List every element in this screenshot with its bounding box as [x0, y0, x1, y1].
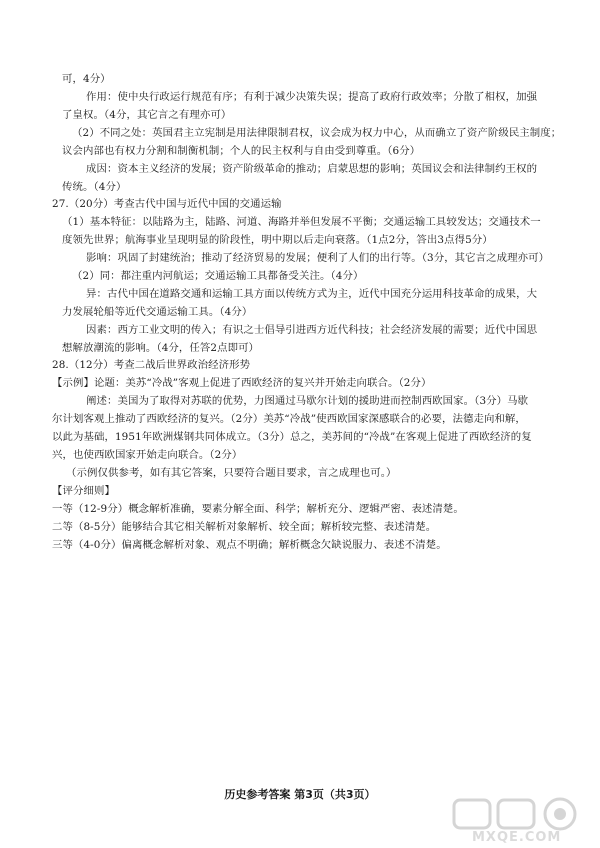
text-line: 成因：资本主义经济的发展；资产阶级革命的推动；启蒙思想的影响；英国议会和法律制约王权的	[86, 163, 538, 175]
watermark-url: MXQE.COM	[472, 830, 562, 845]
text-line: （1）基本特征：以陆路为主，陆路、河道、海路并举但发展不平衡；交通运输工具较发达；交通技术一	[62, 216, 541, 228]
section-heading: 【评分细则】	[52, 485, 115, 497]
watermark-logo-icon	[452, 796, 582, 832]
question-heading: 27.（20分）考查古代中国与近代中国的交通运输	[52, 198, 282, 210]
page-footer: 历史参考答案 第3页（共3页）	[224, 788, 376, 801]
text-line: （示例仅供参考，如有其它答案，只要符合题目要求，言之成理也可。）	[66, 467, 397, 479]
text-line: 异：古代中国在道路交通和运输工具方面以传统方式为主，近代中国充分运用科技革命的成果，大	[86, 288, 538, 300]
text-line: 因素：西方工业文明的传入；有识之士倡导引进西方近代科技；社会经济发展的需要；近代中国思	[86, 324, 538, 336]
text-line: 影响：巩固了封建统治；推动了经济贸易的发展；便利了人们的出行等。（3分，其它言之成理亦可）	[86, 252, 550, 264]
text-line: 阐述：美国为了取得对苏联的优势，力图通过马歇尔计划的援助进而控制西欧国家。（3分）马歇	[86, 395, 529, 407]
text-line: （2）不同之处：英国君主立宪制是用法律限制君权，议会成为权力中心，从而确立了资产阶级民主制度；	[72, 127, 562, 139]
text-line: 可，4分）	[62, 73, 111, 85]
text-line: 传统。（4分）	[62, 181, 127, 193]
text-line: 兴，也使西欧国家开始走向联合。（2分）	[52, 449, 243, 461]
text-line: 作用：使中央行政运行规范有序；有利于减少决策失误；提高了政府行政效率；分散了相权，加强	[86, 91, 538, 103]
text-line: （2）同：都注重内河航运；交通运输工具都备受关注。（4分）	[72, 270, 364, 282]
grade-line: 三等（4-0分）偏离概念解析对象、观点不明确；解析概念欠缺说服力、表述不清楚。	[52, 539, 447, 551]
text-line: 议会内部也有权力分割和制衡机制；个人的民主权利与自由受到尊重。（6分）	[62, 145, 421, 157]
text-line: 【示例】论题：美苏“冷战”客观上促进了西欧经济的复兴并开始走向联合。（2分）	[52, 377, 432, 389]
text-line: 力发展轮船等近代交通运输工具。（4分）	[62, 306, 253, 318]
text-line: 度领先世界；航海事业呈现明显的阶段性，明中期以后走向衰落。（1点2分，答出3点得5分）	[62, 234, 493, 246]
question-heading: 28.（12分）考查二战后世界政治经济形势	[52, 359, 251, 371]
text-line: 了皇权。（4分，其它言之有理亦可）	[62, 109, 232, 121]
grade-line: 一等（12-9分）概念解析准确，要素分解全面、科学；解析充分、逻辑严密、表述清楚。	[52, 503, 464, 515]
text-line: 以此为基础，1951年欧洲煤钢共同体成立。（3分）总之，美苏间的“冷战”在客观上促进了西欧经济的复	[52, 431, 532, 443]
watermark	[452, 796, 592, 846]
text-line: 想解放潮流的影响。（4分，任答2点即可）	[62, 342, 260, 354]
text-line: 尔计划客观上推动了西欧经济的复兴。（2分）美苏“冷战”使西欧国家深感联合的必要，法德走向和解，	[52, 413, 526, 425]
grade-line: 二等（8-5分）能够结合其它相关解析对象解析、较全面；解析较完整、表述清楚。	[52, 521, 437, 533]
